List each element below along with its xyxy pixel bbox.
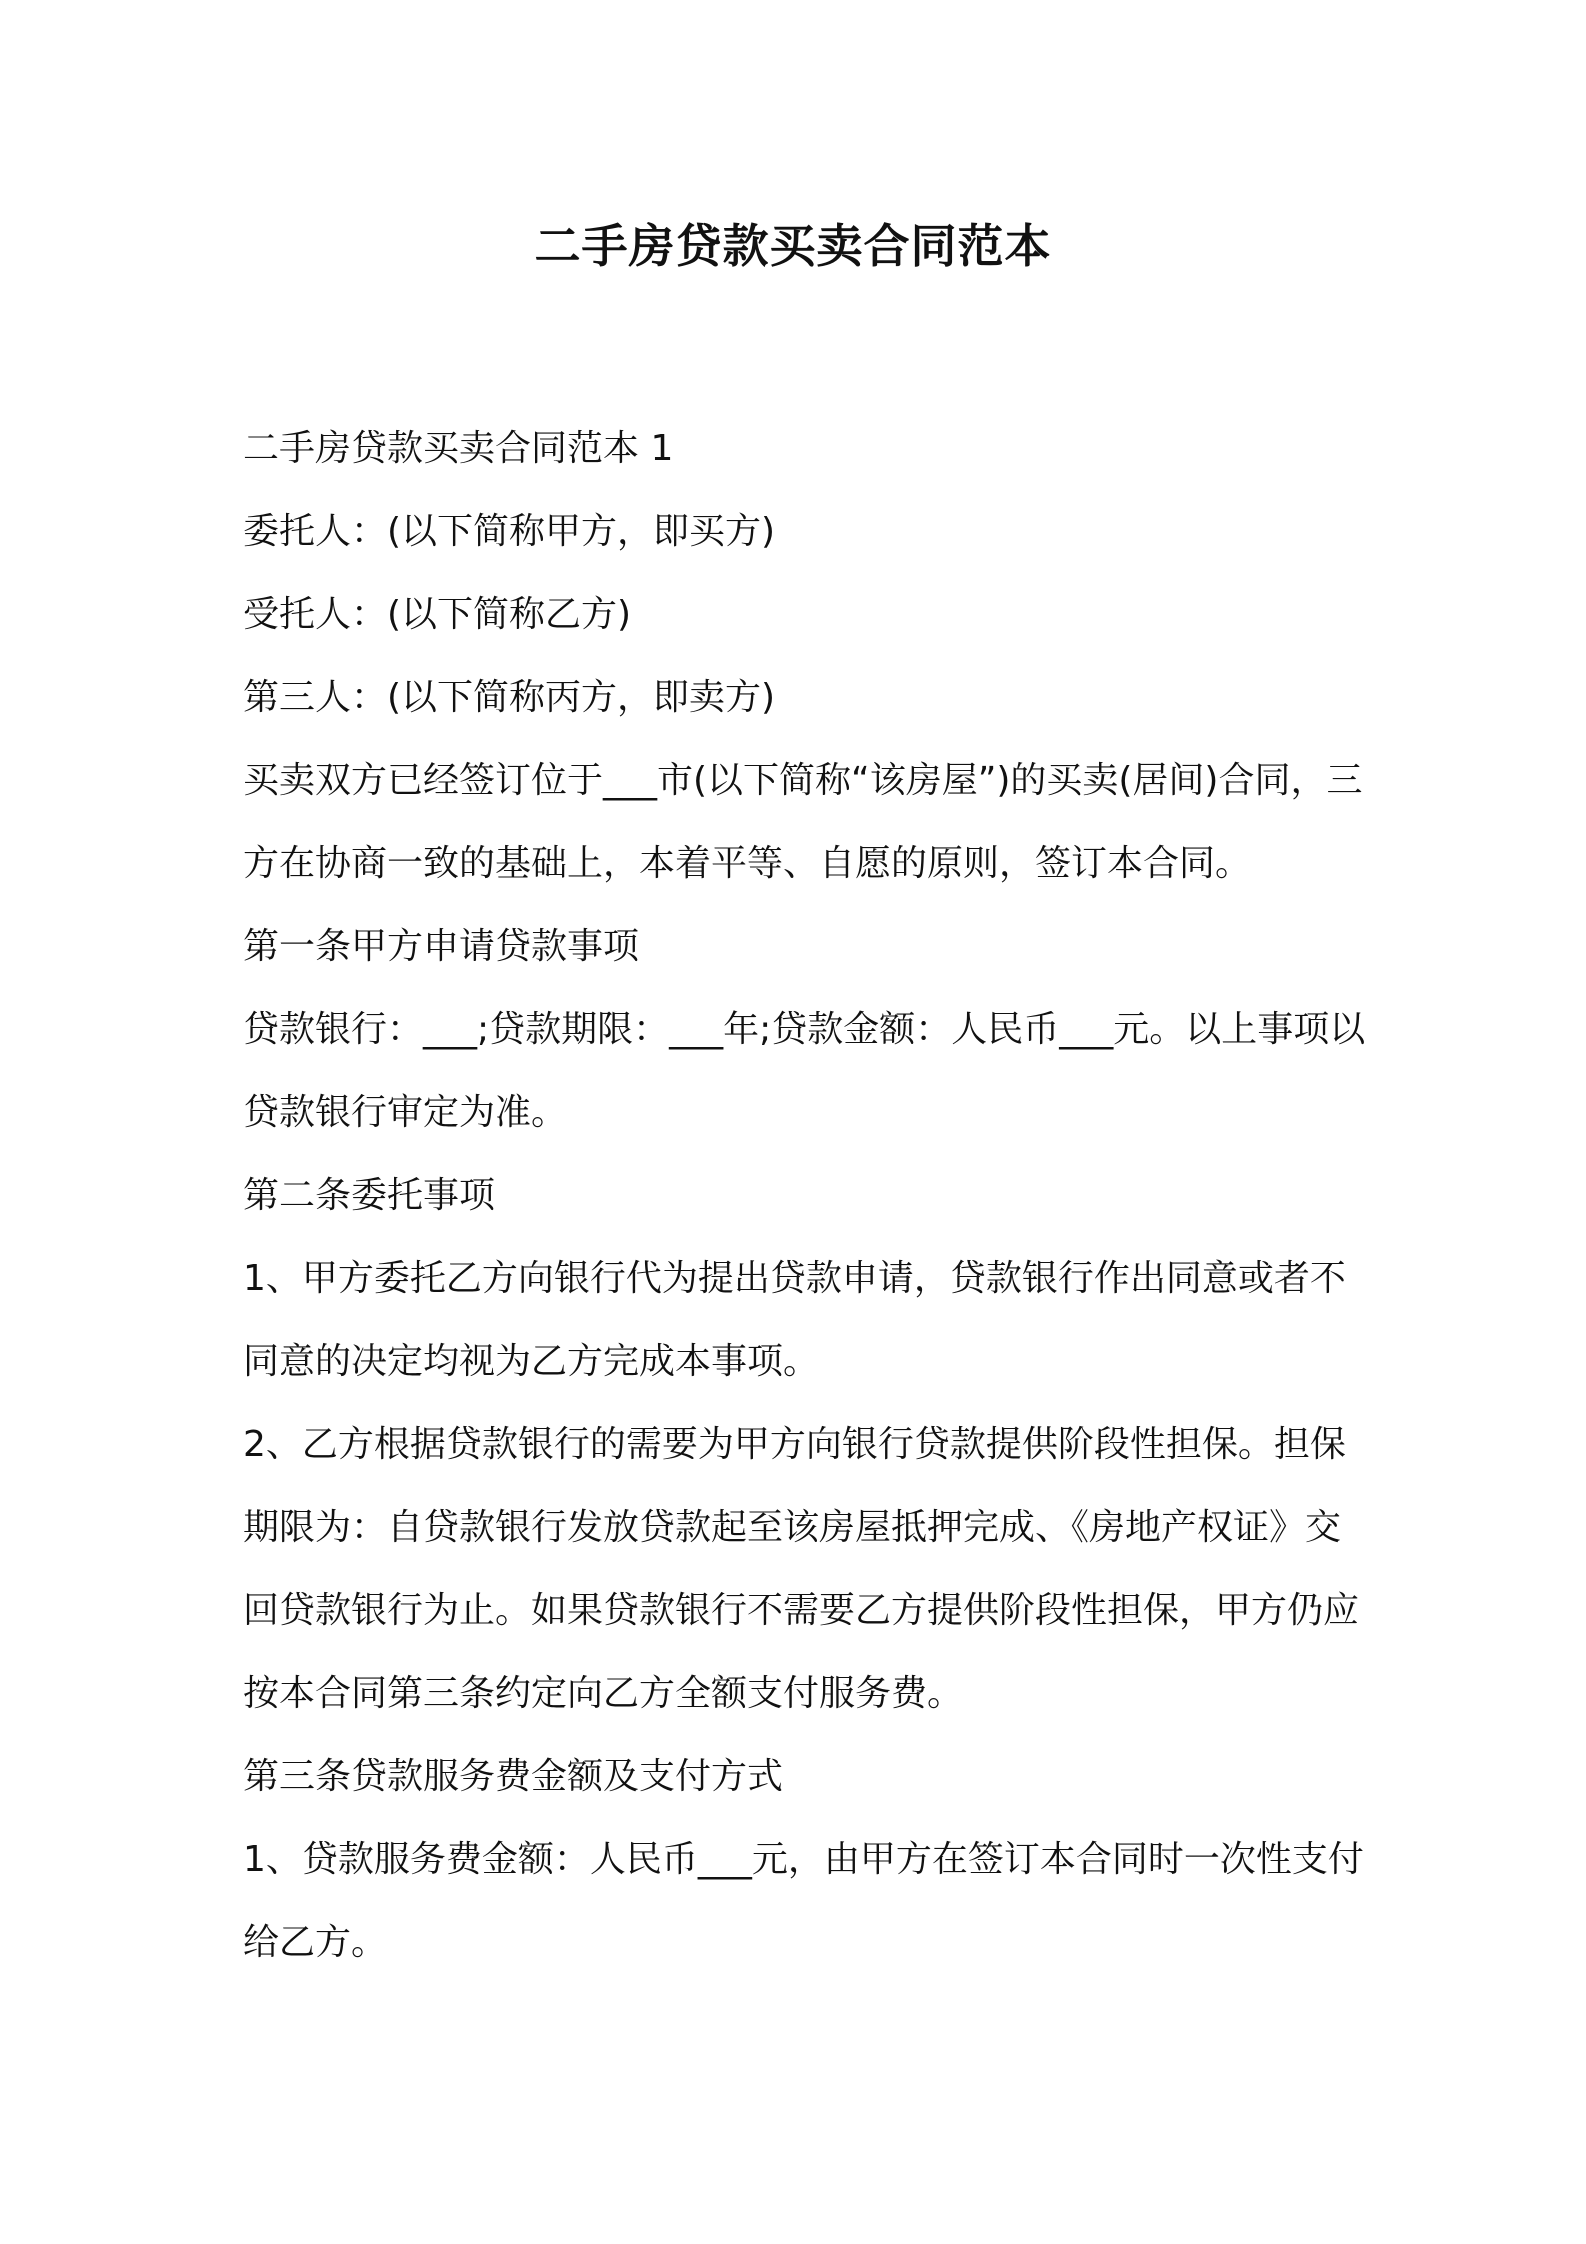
paragraph-article-3-title: 第三条贷款服务费金额及支付方式 bbox=[243, 1756, 784, 1797]
paragraph-article-1-title: 第一条甲方申请贷款事项 bbox=[243, 926, 640, 967]
paragraph-article-2-title: 第二条委托事项 bbox=[243, 1175, 496, 1216]
paragraph-heading-1: 二手房贷款买卖合同范本 1 bbox=[243, 428, 674, 469]
paragraph-third-party: 第三人：(以下简称丙方，即卖方) bbox=[243, 677, 776, 718]
paragraph-article-2-item-2: 2、乙方根据贷款银行的需要为甲方向银行贷款提供阶段性担保。担保期限为：自贷款银行发放贷款起至该房屋抵押完成、《房地产权证》交回贷款银行为止。如果贷款银行不需要乙方提供阶段性担保，甲方仍应按本合同第三条约定向乙方全额支付服务费。 bbox=[243, 1424, 1360, 1714]
paragraph-article-2-item-1: 1、甲方委托乙方向银行代为提出贷款申请，贷款银行作出同意或者不同意的决定均视为乙方完成本事项。 bbox=[243, 1258, 1346, 1382]
paragraph-agent: 受托人：(以下简称乙方) bbox=[243, 594, 632, 635]
paragraph-principal: 委托人：(以下简称甲方，即买方) bbox=[243, 511, 776, 552]
paragraph-intro: 买卖双方已经签订位于___市(以下简称“该房屋”)的买卖(居间)合同，三方在协商一致的基础上，本着平等、自愿的原则，签订本合同。 bbox=[243, 760, 1363, 884]
document-title: 二手房贷款买卖合同范本 bbox=[534, 219, 1052, 273]
document-body bbox=[243, 407, 1368, 1984]
paragraph-article-3-item-1: 1、贷款服务费金额：人民币___元，由甲方在签订本合同时一次性支付给乙方。 bbox=[243, 1839, 1364, 1963]
paragraph-article-1-body: 贷款银行：___;贷款期限：___年;贷款金额：人民币___元。以上事项以贷款银行审定为准。 bbox=[243, 1009, 1366, 1133]
